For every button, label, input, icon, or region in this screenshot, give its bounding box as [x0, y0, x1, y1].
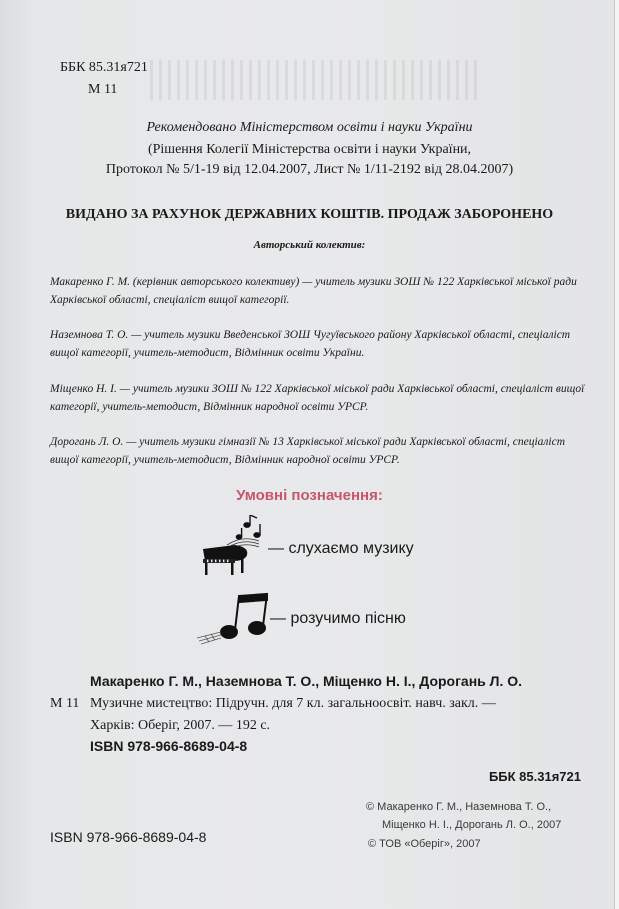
catalog-publisher: Харків: Оберіг, 2007. — 192 с.: [90, 718, 271, 733]
legend-listen-label: — слухаємо музику: [268, 540, 414, 557]
catalog-title: Музичне мистецтво: Підручн. для 7 кл. загальноосвіт. навч. закл. —: [90, 696, 496, 711]
funded-notice: ВИДАНО ЗА РАХУНОК ДЕРЖАВНИХ КОШТІВ. ПРОДАЖ ЗАБОРОНЕНО: [65, 207, 554, 222]
bbk-code-bottom: ББК 85.31я721: [488, 769, 581, 784]
recommendation-line-1: Рекомендовано Міністерством освіти і науки України: [146, 120, 473, 135]
copyright-line-3: © ТОВ «Оберіг», 2007: [368, 838, 481, 850]
catalog-code-top: М 11: [88, 82, 118, 97]
author-entry: Макаренко Г. М. (керівник авторського колективу) — учитель музики ЗОШ № 122 Харківської міської ради Харківської області, спеціаліст вищої категорії.: [50, 276, 577, 306]
isbn-bottom: ISBN 978-966-8689-04-8: [50, 829, 207, 845]
catalog-isbn: ISBN 978-966-8689-04-8: [90, 738, 248, 754]
page-edge: [614, 0, 619, 909]
piano-icon: [197, 515, 265, 579]
collective-heading: Авторський колектив:: [253, 239, 366, 251]
legend-learn-label: — розучимо пісню: [270, 610, 406, 627]
catalog-authors: Макаренко Г. М., Наземнова Т. О., Міщенко Н. І., Дорогань Л. О.: [90, 673, 523, 689]
recommendation-line-2: (Рішення Колегії Міністерства освіти і науки України,: [147, 142, 472, 157]
catalog-code: М 11: [50, 696, 80, 711]
music-notes-icon: [195, 590, 275, 646]
copyright-line-2: Міщенко Н. І., Дорогань Л. О., 2007: [382, 819, 562, 831]
recommendation-line-3: Протокол № 5/1-19 від 12.04.2007, Лист № 1/11-2192 від 28.04.2007): [105, 162, 514, 177]
bleed-through-text: [150, 60, 480, 100]
author-entry: Дорогань Л. О. — учитель музики гімназії № 13 Харківської міської ради Харківської області, спеціаліст вищої категорії, учитель-методист, Відмінник народної освіти УРСР.: [50, 436, 566, 466]
author-entry: Міщенко Н. І. — учитель музики ЗОШ № 122 Харківської міської ради Харківської області, спеціаліст вищої категорії, учитель-методист, Відмінник народної освіти УРСР.: [50, 383, 585, 413]
copyright-line-1: © Макаренко Г. М., Наземнова Т. О.,: [366, 801, 552, 813]
author-entry: Наземнова Т. О. — учитель музики Введенської ЗОШ Чугуївського району Харківської області, спеціаліст вищої категорії, учитель-методист, Відмінник освіти України.: [50, 329, 571, 359]
bbk-code-top: ББК 85.31я721: [60, 60, 148, 75]
legend-title: Умовні позначення:: [236, 487, 383, 504]
